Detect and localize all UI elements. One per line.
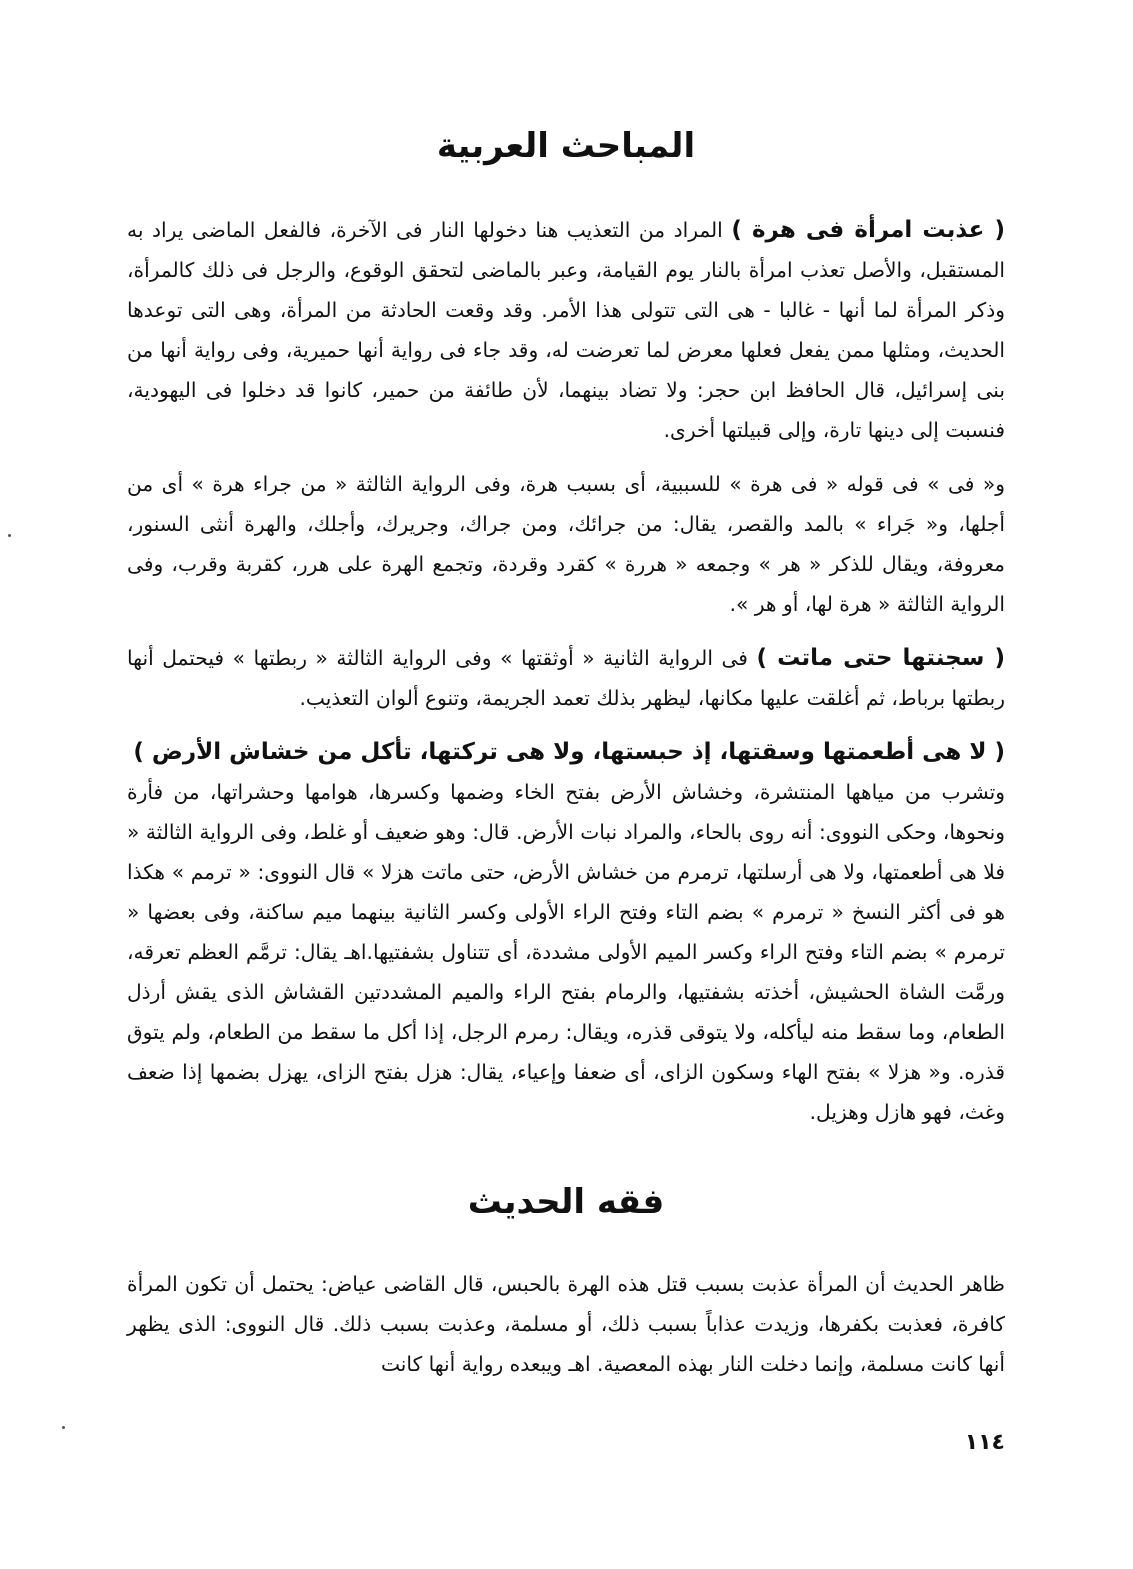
page-title: المباحث العربية: [436, 126, 696, 166]
paragraph-hurra-intro: [127, 210, 1005, 450]
paragraph-text: وتشرب من مياهها المنتشرة، وخشاش الأرض بفتح الخاء وضمها وكسرها، هوامها وحشراتها، من فأرة ونحوها، وحكى النووى: أنه روى بالحاء، والمراد نبات الأرض. قال: وهو ضعيف أو غلط، وفى الرواية الثالثة « فلا هى أطعمتها، ولا هى أرسلتها، ترمرم من خشاش الأرض، حتى ماتت هزلا » قال النووى: « ترمم » هكذا هو فى أكثر النسخ « ترمرم » بضم التاء وفتح الراء الأولى وكسر الثانية بينهما ميم ساكنة، وفى بعضها « ترمرم » بضم التاء وفتح الراء وكسر الميم الأولى مشددة، أى تتناول بشفتيها.اهـ يقال: ترمَّم العظم تعرقه، ورمَّت الشاة الحشيش، أخذته بشفتيها، والرمام بفتح الراء والميم المشددتين القشاش الذى يقش أرذل الطعام، وما سقط منه ليأكله، ولا يتوقى قذره، ويقال: رمرم الرجل، إذا أكل ما سقط من الطعام، ولم يتوق قذره. و« هزلا » بفتح الهاء وسكون الزاى، أى ضعفا وإعياء، يقال: هزل بفتح الزاى، يهزل بضمها إذا ضعف وغث، فهو هازل وهزيل.: [127, 780, 1005, 1124]
section-title-fiqh: فقه الحديث: [467, 1182, 665, 1222]
paragraph-text: فى الرواية الثانية « أوثقتها » وفى الرواية الثالثة « ربطتها » فيحتمل أنها ربطتها برباط، ثم أغلقت عليها مكانها، ليظهر بذلك تعمد الجريمة، وتنوع ألوان التعذيب.: [127, 646, 1005, 710]
paragraph-text: المراد من التعذيب هنا دخولها النار فى الآخرة، فالفعل الماضى يراد به المستقبل، والأصل تعذب امرأة بالنار يوم القيامة، وعبر بالماضى لتحقق الوقوع، والرجل فى ذلك كالمرأة، وذكر المرأة لما أنها - غالبا - هى التى تتولى هذا الأمر. وقد وقعت الحادثة من المرأة، وهى التى توعدها الحديث، ومثلها ممن يفعل فعلها معرض لما تعرضت له، وقد جاء فى رواية أنها حميرية، وفى رواية أنها من بنى إسرائيل، قال الحافظ ابن حجر: ولا تضاد بينهما، لأن طائفة من حمير، كانوا قد دخلوا فى اليهودية، فنسبت إلى دينها تارة، وإلى قبيلتها أخرى.: [127, 218, 1005, 442]
paragraph-sajanat: [127, 638, 1005, 718]
paragraph-khashash: [127, 772, 1005, 1132]
hadith-phrase-lead: ( سجنتها حتى ماتت ): [756, 645, 1005, 671]
hadith-phrase-lead: ( عذبت امرأة فى هرة ): [731, 217, 1005, 243]
paragraph-fi-sababiyya: [127, 464, 1005, 624]
text-column: [127, 116, 1005, 1398]
scan-speck: [62, 1426, 65, 1429]
scan-speck: [8, 534, 11, 537]
page-number: ١١٤: [964, 1430, 1005, 1455]
paragraph-fiqh: [127, 1264, 1005, 1384]
paragraph-text: ظاهر الحديث أن المرأة عذبت بسبب قتل هذه الهرة بالحبس، قال القاضى عياض: يحتمل أن تكون المرأة كافرة، فعذبت بكفرها، وزيدت عذاباً بسبب ذلك، أو مسلمة، وعذبت بسبب ذلك. قال النووى: الذى يظهر أنها كانت مسلمة، وإنما دخلت النار بهذه المعصية. اهـ ويبعده رواية أنها كانت: [127, 1272, 1005, 1376]
hadith-phrase-heading: ( لا هى أطعمتها وسقتها، إذ حبستها، ولا هى تركتها، تأكل من خشاش الأرض ): [133, 739, 1005, 765]
paragraph-text: و« فى » فى قوله « فى هرة » للسببية، أى بسبب هرة، وفى الرواية الثالثة « من جراء هرة » أى من أجلها، و« جَراء » بالمد والقصر، يقال: من جرائك، ومن جراك، وجريرك، وأجلك، والهرة أنثى السنور، معروفة، ويقال للذكر « هر » وجمعه « هررة » كقرد وقردة، وتجمع الهرة على هرر، كقربة وقرب، وفى الرواية الثالثة « هرة لها، أو هر ».: [127, 472, 1005, 616]
